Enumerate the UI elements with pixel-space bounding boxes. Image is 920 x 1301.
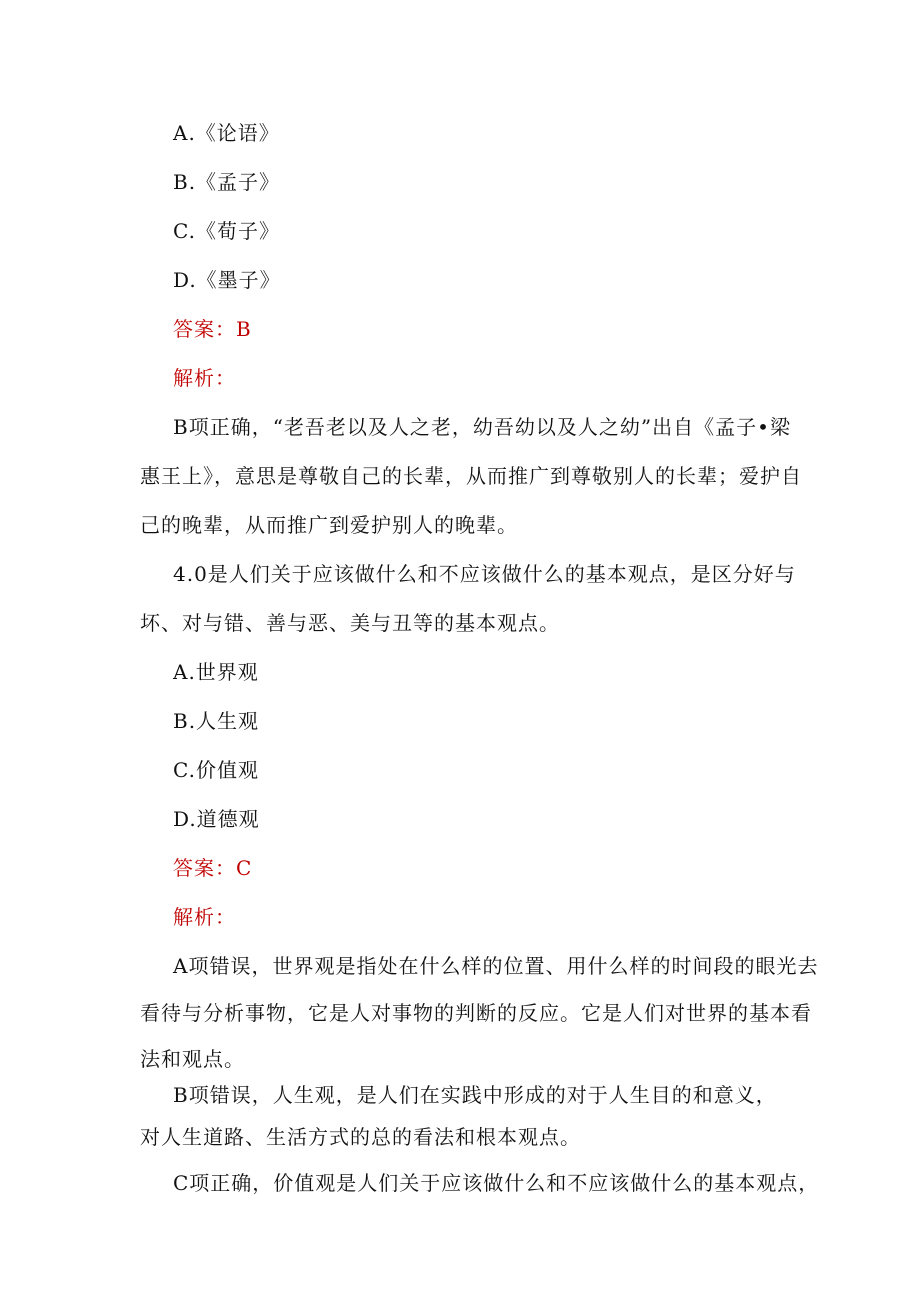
q4-analysis-b-line-1: B项错误，人生观，是人们在实践中形成的对于人生目的和意义， bbox=[173, 1083, 777, 1107]
q4-analysis-a-line-2: 看待与分析事物，它是人对事物的判断的反应。它是人们对世界的基本看 bbox=[140, 1001, 812, 1025]
q4-option-d: D.道德观 bbox=[173, 807, 260, 831]
q4-stem-line-1: 4.0是人们关于应该做什么和不应该做什么的基本观点，是区分好与 bbox=[173, 562, 796, 586]
q4-analysis-label: 解析： bbox=[173, 905, 236, 929]
q3-answer: 答案：B bbox=[173, 317, 252, 341]
q4-answer: 答案：C bbox=[173, 856, 253, 880]
q4-analysis-b-line-2: 对人生道路、生活方式的总的看法和根本观点。 bbox=[140, 1125, 581, 1149]
q4-option-a: A.世界观 bbox=[173, 660, 259, 684]
q4-option-b: B.人生观 bbox=[173, 709, 260, 733]
q4-analysis-c-line-1: C项正确，价值观是人们关于应该做什么和不应该做什么的基本观点， bbox=[173, 1171, 820, 1195]
q3-option-c: C.《荀子》 bbox=[173, 219, 280, 243]
q4-analysis-a-line-3: 法和观点。 bbox=[140, 1047, 245, 1071]
q3-analysis-label: 解析： bbox=[173, 366, 236, 390]
q3-analysis-line-3: 己的晚辈，从而推广到爱护别人的晚辈。 bbox=[140, 513, 518, 537]
q3-analysis-line-2: 惠王上》，意思是尊敬自己的长辈，从而推广到尊敬别人的长辈；爱护自 bbox=[140, 464, 802, 488]
q3-option-b: B.《孟子》 bbox=[173, 170, 281, 194]
q3-analysis-line-1: B项正确，“老吾老以及人之老，幼吾幼以及人之幼”出自《孟子•梁 bbox=[173, 415, 791, 439]
q4-option-c: C.价值观 bbox=[173, 758, 259, 782]
q4-analysis-a-line-1: A项错误，世界观是指处在什么样的位置、用什么样的时间段的眼光去 bbox=[173, 954, 819, 978]
q4-stem-line-2: 坏、对与错、善与恶、美与丑等的基本观点。 bbox=[140, 611, 560, 635]
q3-option-a: A.《论语》 bbox=[173, 121, 280, 145]
q3-option-d: D.《墨子》 bbox=[173, 268, 281, 292]
